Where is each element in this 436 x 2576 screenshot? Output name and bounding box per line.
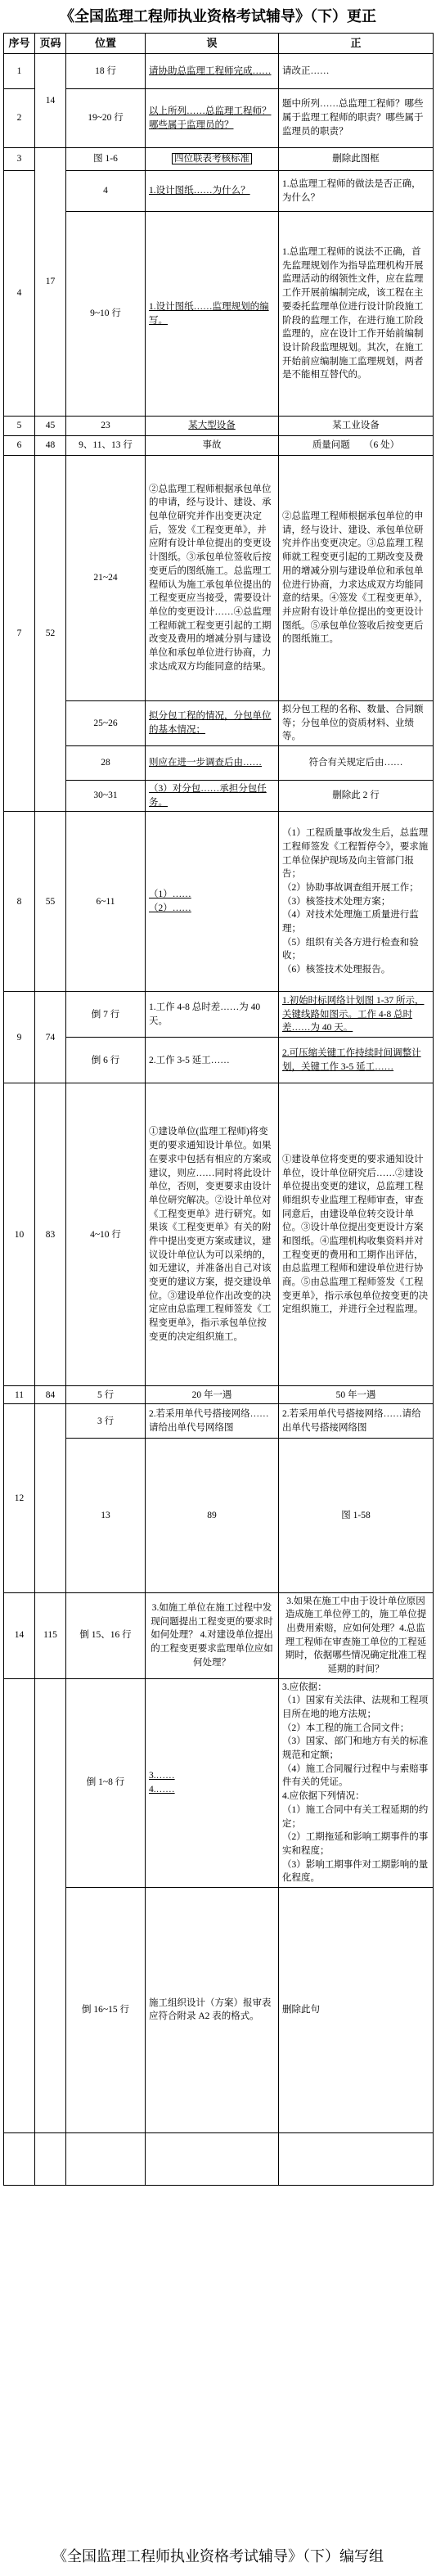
header-correct: 正 [279, 34, 434, 54]
table-row [4, 1887, 434, 2132]
position-cell: 19~20 行 [66, 89, 146, 148]
correct-cell: 删除此图框 [279, 148, 434, 171]
wrong-cell: 1.工作 4-8 总时差……为 40 天。 [146, 992, 279, 1038]
table-row [4, 1386, 434, 1404]
correct-cell: 3.应依据： （1）国家有关法律、法规和工程项目所在地的地方法规； （2）本工程的施工合同文件； （3）国家、部门和地方有关的标准规范和定额； （4）施工合同履行过程中与索赔事件有关的凭证。 4.应依据下列情况： （1）施工合同中有关工程延期的约定； （2）工期拖延和影响工期事件的事实和程度； （3）影响工期事件对工期影响的量化程度。 [279, 1678, 434, 1887]
wrong-cell: 施工组织设计（方案）报审表应符合附录 A2 表的格式。 [146, 1887, 279, 2132]
page-cell [35, 1678, 66, 2132]
wrong-cell: 请协助总监理工程师完成…… [146, 54, 279, 89]
table-row [4, 54, 434, 89]
seq-cell: 12 [4, 1404, 35, 1592]
table-row [4, 456, 434, 701]
seq-cell [4, 1678, 35, 2132]
table-row [4, 89, 434, 148]
correct-cell: 1.总监理工程师的做法是否正确，为什么？ [279, 171, 434, 212]
page-cell: 45 [35, 417, 66, 436]
seq-cell: 7 [4, 456, 35, 812]
page-title: 《全国监理工程师执业资格考试辅导》（下）更正 [60, 8, 376, 25]
correct-cell: 质量问题 （6 处） [279, 436, 434, 456]
table-row [4, 1038, 434, 1083]
header-seq: 序号 [4, 34, 35, 54]
table-row [4, 171, 434, 212]
table-row [4, 1439, 434, 1592]
position-cell: 倒 15、16 行 [66, 1592, 146, 1678]
correct-cell [279, 2132, 434, 2185]
seq-cell: 5 [4, 417, 35, 436]
position-cell: 倒 1~8 行 [66, 1678, 146, 1887]
page-cell: 55 [35, 812, 66, 992]
wrong-cell: 1.设计图纸……监理规划的编写。 [146, 212, 279, 417]
table-row [4, 417, 434, 436]
correct-cell: 拟分包工程的名称、数量、合同额等；分包单位的资质材料、业绩等。 [279, 701, 434, 746]
position-cell: 25~26 [66, 701, 146, 746]
seq-cell: 9 [4, 992, 35, 1083]
correct-cell: 符合有关规定后由…… [279, 746, 434, 781]
correct-cell: （1）工程质量事故发生后，总监理工程师签发《工程暂停令》，要求施工单位保护现场及向主管部门报告； （2）协助事故调查组开展工作； （3）核签技术处理方案； （4）对技术处理施工质量进行监理； （5）组织有关各方进行检查和验收； （6）核签技术处理报告。 [279, 812, 434, 992]
wrong-cell: 则应在进一步调查后由…… [146, 746, 279, 781]
seq-cell [4, 2132, 35, 2185]
position-cell: 30~31 [66, 781, 146, 812]
wrong-cell: 3.…… 4.…… [146, 1678, 279, 1887]
page-cell: 52 [35, 456, 66, 812]
errata-table [3, 33, 434, 2186]
seq-cell: 8 [4, 812, 35, 992]
position-cell: 倒 6 行 [66, 1038, 146, 1083]
table-row [4, 436, 434, 456]
wrong-cell: 20 年一遇 [146, 1386, 279, 1404]
wrong-cell [146, 2132, 279, 2185]
table-row [4, 2132, 434, 2185]
page-cell: 74 [35, 992, 66, 1083]
table-row [4, 1592, 434, 1678]
position-cell: 9~10 行 [66, 212, 146, 417]
wrong-cell: 2.若采用单代号搭接网络……请给出单代号网络图 [146, 1404, 279, 1439]
position-cell: 21~24 [66, 456, 146, 701]
position-cell: 4 [66, 171, 146, 212]
header-row [4, 34, 434, 54]
page-cell: 83 [35, 1083, 66, 1386]
page-cell [35, 1404, 66, 1592]
position-cell: 5 行 [66, 1386, 146, 1404]
page-cell [35, 2132, 66, 2185]
position-cell: 6~11 [66, 812, 146, 992]
header-wrong: 误 [146, 34, 279, 54]
wrong-cell: （3）对分包……承担分包任务。 [146, 781, 279, 812]
correct-cell: 某工业设备 [279, 417, 434, 436]
correct-cell: ②总监理工程师根据承包单位的申请，经与设计、建设、承包单位研究并作出变更决定。③总监理工程师就工程变更引起的工期改变及费用的增减分别与建设单位和承包单位进行协商，力求达成双方均能同意的结果。④签发《工程变更单》，并应附有设计单位提出的变更设计图纸。⑤承包单位签收后按变更后的图纸施工。 [279, 456, 434, 701]
seq-cell: 11 [4, 1386, 35, 1404]
table-row [4, 992, 434, 1038]
table-row [4, 781, 434, 812]
correct-cell: 删除此句 [279, 1887, 434, 2132]
wrong-cell: （1）…… （2）…… [146, 812, 279, 992]
wrong-cell: ①建设单位(监理工程师)将变更的要求通知设计单位。如果在要求中包括有相应的方案或建议，则应……同时将此设计单位，否则，变更要求由设计单位研究解决。②设计单位对《工程变更单》进行研究。如果该《工程变更单》有关的附件中提出变更方案或建议，建议设计单位认为可以采纳的，如无建议，并准备出自己对该变更的建议方案，提交建设单位。③建设单位作出改变的决定应由总监理工程师签发《工程变更单》，指示承包单位按变更的决定组织施工。 [146, 1083, 279, 1386]
position-cell: 倒 7 行 [66, 992, 146, 1038]
wrong-cell: 拟分包工程的情况，分包单位的基本情况； [146, 701, 279, 746]
header-page: 页码 [35, 34, 66, 54]
correct-cell: 删除此 2 行 [279, 781, 434, 812]
page-cell: 115 [35, 1592, 66, 1678]
table-row [4, 148, 434, 171]
position-cell: 23 [66, 417, 146, 436]
position-cell: 图 1-6 [66, 148, 146, 171]
wrong-cell: ②总监理工程师根据承包单位的申请，经与设计、建设、承包单位研究并作出变更决定后，签发《工程变更单》，并应附有设计单位提出的变更设计图纸。③承包单位签收后按变更后的图纸施工。总监理工程师认为施工承包单位提出的工程变更应当接受，需要设计单位的变更设计……④总监理工程师就工程变更引起的工期改变及费用的增减分别与建设单位和承包单位进行协商，力求达成双方均能同意的结果。 [146, 456, 279, 701]
table-row [4, 212, 434, 417]
position-cell: 倒 16~15 行 [66, 1887, 146, 2132]
seq-cell: 1 [4, 54, 35, 89]
header-position: 位置 [66, 34, 146, 54]
wrong-cell: 以上所列……总监理工程师？哪些属于监理员的？ [146, 89, 279, 148]
correct-cell: 50 年一遇 [279, 1386, 434, 1404]
position-cell: 图 1-58 [279, 1439, 434, 1592]
position-cell: 9、11、13 行 [66, 436, 146, 456]
position-cell: 4~10 行 [66, 1083, 146, 1386]
table-row [4, 812, 434, 992]
wrong-cell: 1.设计图纸……为什么？ [146, 171, 279, 212]
wrong-cell: 四位联表考核标准 [172, 153, 252, 164]
correct-cell: 1.初始时标网络计划图 1-37 所示，关键线路如图示。工作 4-8 总时差……为 40 天。 [279, 992, 434, 1038]
table-row [4, 1404, 434, 1439]
table-row [4, 1678, 434, 1887]
wrong-cell: 2.工作 3-5 延工…… [146, 1038, 279, 1083]
correct-cell: ①建设单位将变更的要求通知设计单位，设计单位研究后……②建设单位提出变更的建议，总监理工程师组织专业监理工程师审查，审查同意后，由建设单位转交设计单位。③设计单位提出变更设计方案和图纸。④监理机构收集资料并对工程变更的费用和工期作出评估，由总监理工程师和建设单位进行协商。⑤由总监理工程师签发《工程变更单》，指示承包单位按变更的决定组织施工，并进行全过程监理。 [279, 1083, 434, 1386]
seq-cell: 4 [4, 171, 35, 417]
seq-cell: 3 [4, 148, 35, 171]
correct-cell: 3.如果在施工中由于设计单位原因造成施工单位停工的，施工单位提出费用索赔，应如何处理？4.总监理工程师在审查施工单位的工程延期时，依据哪些情况确定批准工程延期的时间？ [279, 1592, 434, 1678]
position-cell: 28 [66, 746, 146, 781]
seq-cell: 10 [4, 1083, 35, 1386]
correct-cell: 2.若采用单代号搭接网络……请给出单代号搭接网络图 [279, 1404, 434, 1439]
page-cell: 84 [35, 1386, 66, 1404]
footer-credit: 《全国监理工程师执业资格考试辅导》（下）编写组 [52, 2548, 384, 2565]
correct-cell: 题中所列……总监理工程师？哪些属于监理工程师的职责？哪些属于监理员的职责？ [279, 89, 434, 148]
wrong-cell: 事故 [146, 436, 279, 456]
page-cell: 89 [146, 1439, 279, 1592]
table-row [4, 1083, 434, 1386]
page-cell: 17 [35, 148, 66, 417]
table-row [4, 701, 434, 746]
page-cell: 48 [35, 436, 66, 456]
correct-cell: 1.总监理工程师的说法不正确，首先监理规划作为指导监理机构开展监理活动的纲领性文件，应在监理工作开展前编制完成，该工程在主要委托监理单位进行设计阶段施工阶段的监理工作，在进行施工阶段监理的，应在设计工作开始前编制设计阶段监理规划。其次，在施工开始前应编制施工监理规划，两者是不能相互替代的。 [279, 212, 434, 417]
wrong-cell: 3.如施工单位在施工过程中发现问题提出工程变更的要求时如何处理？ 4.对建设单位提出的工程变更要求监理单位应如何处理？ [146, 1592, 279, 1678]
wrong-cell: 某大型设备 [146, 417, 279, 436]
seq-cell: 13 [66, 1439, 146, 1592]
seq-cell: 6 [4, 436, 35, 456]
correct-cell: 2.可压缩关键工作持续时间调整计划，关键工作 3-5 延工…… [279, 1038, 434, 1083]
position-cell [66, 2132, 146, 2185]
seq-cell: 2 [4, 89, 35, 148]
correct-cell: 请改正…… [279, 54, 434, 89]
position-cell: 18 行 [66, 54, 146, 89]
seq-cell: 14 [4, 1592, 35, 1678]
table-row [4, 746, 434, 781]
page-cell: 14 [35, 54, 66, 148]
position-cell: 3 行 [66, 1404, 146, 1439]
